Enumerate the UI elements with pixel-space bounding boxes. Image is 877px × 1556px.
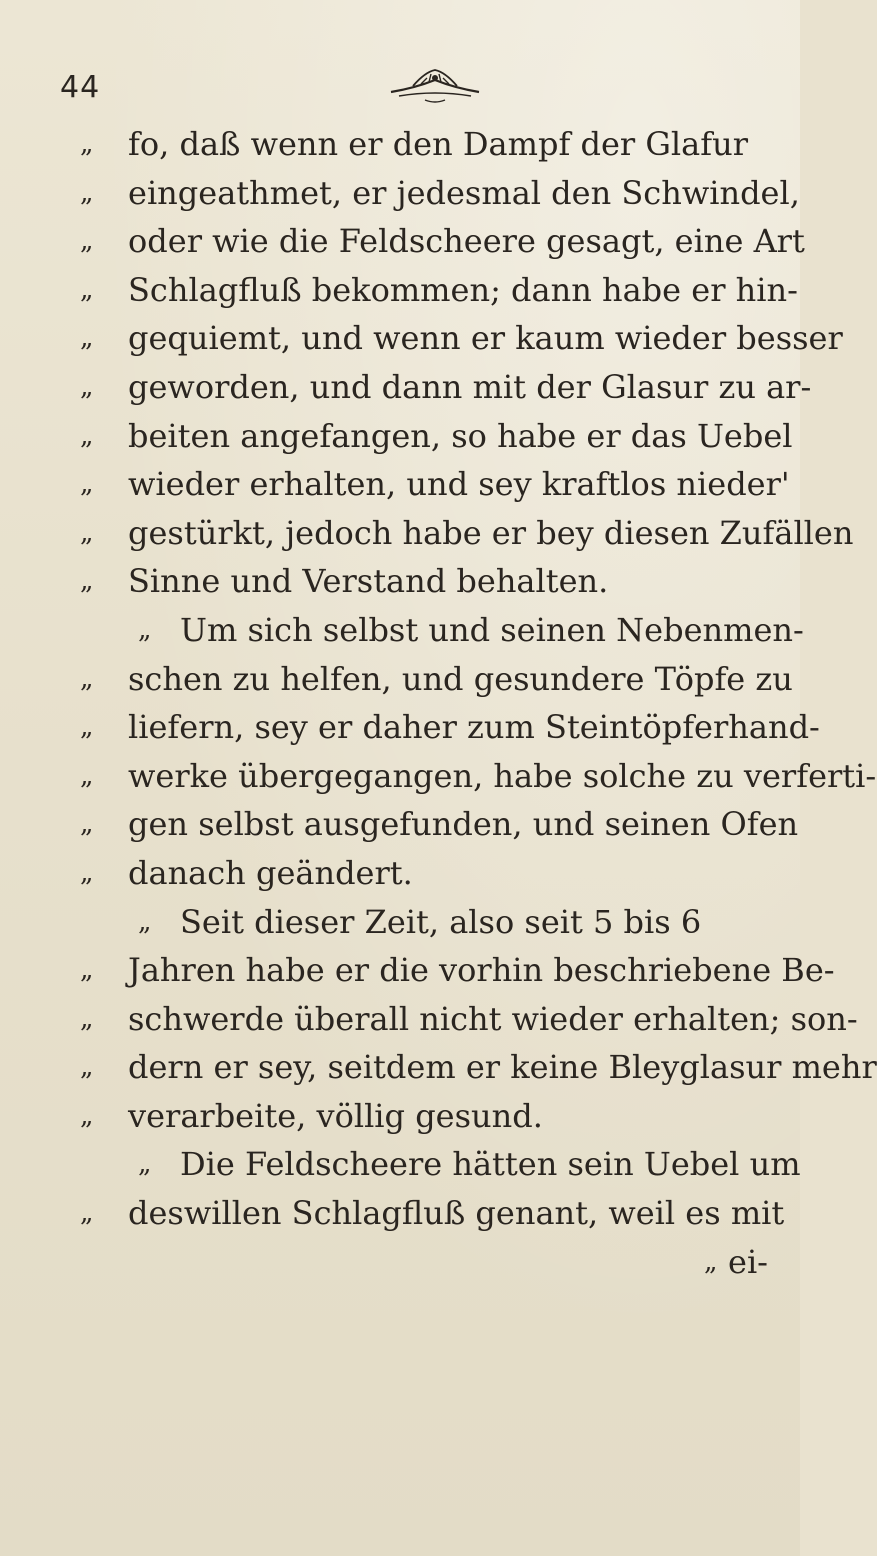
line-text: gestürkt, jedoch habe er bey diesen Zufällen bbox=[128, 513, 854, 552]
text-line bbox=[48, 412, 793, 461]
text-line bbox=[48, 557, 783, 606]
text-line bbox=[48, 752, 877, 801]
text-line bbox=[48, 120, 783, 169]
quote-mark: „ bbox=[80, 760, 94, 791]
text-line bbox=[48, 946, 835, 995]
text-line bbox=[48, 1189, 783, 1238]
quote-mark: „ bbox=[704, 1246, 718, 1277]
line-text: Um sich selbst und seinen Nebenmen- bbox=[180, 610, 804, 649]
quote-mark: „ bbox=[80, 323, 94, 354]
quote-mark: „ bbox=[80, 1003, 94, 1034]
quote-mark: „ bbox=[80, 1100, 94, 1131]
quote-mark: „ bbox=[138, 614, 152, 645]
text-line bbox=[48, 995, 858, 1044]
text-line bbox=[48, 363, 812, 412]
text-line bbox=[48, 849, 783, 898]
quote-mark: „ bbox=[80, 371, 94, 402]
line-text: deswillen Schlagfluß genant, weil es mit bbox=[128, 1194, 785, 1233]
quote-mark: „ bbox=[80, 955, 94, 986]
line-text: geworden, und dann mit der Glasur zu ar- bbox=[128, 367, 812, 406]
line-text: Schlagfluß bekommen; dann habe er hin- bbox=[128, 270, 798, 309]
text-line bbox=[48, 1092, 783, 1141]
line-text: gequiemt, und wenn er kaum wieder besser bbox=[128, 319, 843, 358]
quote-mark: „ bbox=[80, 1198, 94, 1229]
text-line bbox=[48, 703, 820, 752]
quote-mark: „ bbox=[80, 420, 94, 451]
quote-mark: „ bbox=[80, 129, 94, 159]
catchword bbox=[48, 1238, 783, 1287]
line-text: eingeathmet, er jedesmal den Schwindel, bbox=[128, 173, 800, 212]
text-line bbox=[48, 655, 793, 704]
line-text: Sinne und Verstand behalten. bbox=[128, 562, 609, 601]
text-line bbox=[48, 217, 805, 266]
text-line bbox=[48, 266, 798, 315]
quote-mark: „ bbox=[80, 177, 94, 208]
line-text: Die Feldscheere hätten sein Uebel um bbox=[180, 1145, 801, 1184]
quote-mark: „ bbox=[80, 469, 94, 500]
quote-mark: „ bbox=[80, 1052, 94, 1083]
quote-mark: „ bbox=[80, 566, 94, 597]
page-number: 44 bbox=[60, 70, 101, 105]
line-text: danach geändert. bbox=[128, 853, 413, 892]
text-line bbox=[48, 460, 790, 509]
text-line bbox=[48, 314, 843, 363]
line-text: oder wie die Feldscheere gesagt, eine Art bbox=[128, 222, 805, 261]
line-text: werke übergegangen, habe solche zu verferti- bbox=[128, 756, 877, 795]
quote-mark: „ bbox=[80, 663, 94, 694]
line-text: fo, daß wenn er den Dampf der Glafur bbox=[128, 125, 748, 163]
quote-mark: „ bbox=[80, 517, 94, 548]
text-line bbox=[48, 1140, 801, 1189]
printer-ornament-icon bbox=[385, 66, 485, 106]
catchword-text: ei- bbox=[728, 1242, 768, 1281]
text-line bbox=[48, 509, 854, 558]
line-text: schen zu helfen, und gesundere Töpfe zu bbox=[128, 659, 793, 698]
text-line bbox=[48, 800, 799, 849]
text-line bbox=[48, 1043, 877, 1092]
quote-mark: „ bbox=[138, 1149, 152, 1180]
line-text: gen selbst ausgefunden, und seinen Ofen bbox=[128, 805, 799, 844]
line-text: Jahren habe er die vorhin beschriebene Be- bbox=[128, 951, 835, 990]
text-line bbox=[48, 898, 783, 947]
line-text: dern er sey, seitdem er keine Bleyglasur mehr bbox=[128, 1048, 877, 1087]
text-line bbox=[48, 606, 804, 655]
quote-mark: „ bbox=[80, 809, 94, 840]
quote-mark: „ bbox=[80, 274, 94, 305]
line-text: Seit dieser Zeit, also seit 5 bis 6 bbox=[180, 902, 702, 941]
quote-mark: „ bbox=[80, 226, 94, 257]
line-text: verarbeite, völlig gesund. bbox=[128, 1096, 543, 1135]
quote-mark: „ bbox=[80, 857, 94, 888]
quote-mark: „ bbox=[138, 906, 152, 937]
body-text bbox=[48, 120, 877, 1286]
text-line bbox=[48, 169, 800, 218]
line-text: liefern, sey er daher zum Steintöpferhand- bbox=[128, 708, 820, 747]
line-text: schwerde überall nicht wieder erhalten; son- bbox=[128, 999, 858, 1038]
line-text: beiten angefangen, so habe er das Uebel bbox=[128, 416, 793, 455]
quote-mark: „ bbox=[80, 712, 94, 743]
line-text: wieder erhalten, und sey kraftlos nieder' bbox=[128, 465, 790, 504]
